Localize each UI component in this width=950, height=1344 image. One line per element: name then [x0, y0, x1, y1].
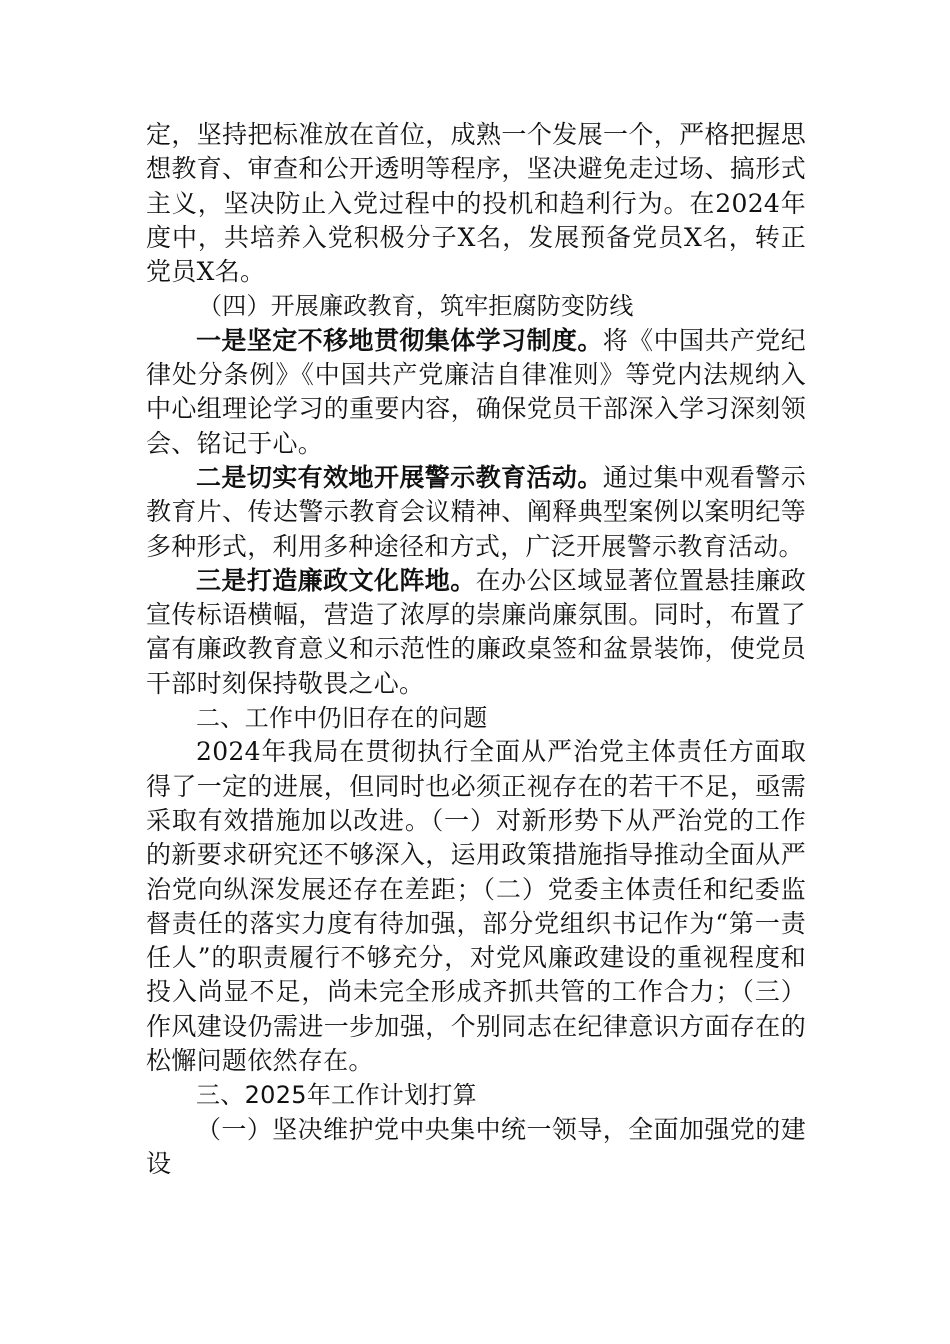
paragraph-collective-study	[146, 324, 806, 461]
paragraph-warning-education	[146, 461, 806, 564]
paragraph-party-development: 定，坚持把标准放在首位，成熟一个发展一个，严格把握思想教育、审查和公开透明等程序，坚决避免走过场、搞形式主义，坚决防止入党过程中的投机和趋利行为。在2024年度中，共培养入党积极分子X名，发展预备党员X名，转正党员X名。	[146, 120, 806, 287]
paragraph-lead-text: 三是打造廉政文化阵地。	[196, 565, 476, 595]
section-heading-existing-problems: 二、工作中仍旧存在的问题	[196, 704, 488, 733]
document-page	[146, 118, 806, 1181]
paragraph-lead-text: 二是切实有效地开展警示教育活动。	[196, 462, 603, 492]
paragraph-plan-item-one: （一）坚决维护党中央集中统一领导，全面加强党的建设	[146, 1114, 806, 1178]
section-heading-integrity-education: （四）开展廉政教育，筑牢拒腐防变防线	[198, 292, 634, 321]
paragraph-existing-problems: 2024年我局在贯彻执行全面从严治党主体责任方面取得了一定的进展，但同时也必须正视存在的若干不足，亟需采取有效措施加以改进。（一）对新形势下从严治党的工作的新要求研究还不够深入，运用政策措施指导推动全面从严治党向纵深发展还存在差距；（二）党委主体责任和纪委监督责任的落实力度有待加强，部分党组织书记作为“第一责任人”的职责履行不够充分，对党风廉政建设的重视程度和投入尚显不足，尚未完全形成齐抓共管的工作合力；（三）作风建设仍需进一步加强，个别同志在纪律意识方面存在的松懈问题依然存在。	[146, 737, 806, 1076]
paragraph-body-text: 通过集中观看警示教育片、传达警示教育会议精神、阐释典型案例以案明纪等多种形式，利用多种途径和方式，广泛开展警示教育活动。	[146, 462, 806, 561]
paragraph-body-text: 将《中国共产党纪律处分条例》《中国共产党廉洁自律准则》等党内法规纳入中心组理论学习的重要内容，确保党员干部深入学习深刻领会、铭记于心。	[146, 325, 806, 458]
paragraph-body-text: 在办公区域显著位置悬挂廉政宣传标语横幅，营造了浓厚的崇廉尚廉氛围。同时，布置了富有廉政教育意义和示范性的廉政桌签和盆景装饰，使党员干部时刻保持敬畏之心。	[146, 565, 806, 698]
paragraph-integrity-culture	[146, 564, 806, 701]
section-heading-2025-plan: 三、2025年工作计划打算	[196, 1081, 477, 1110]
paragraph-lead-text: 一是坚定不移地贯彻集体学习制度。	[196, 325, 603, 355]
